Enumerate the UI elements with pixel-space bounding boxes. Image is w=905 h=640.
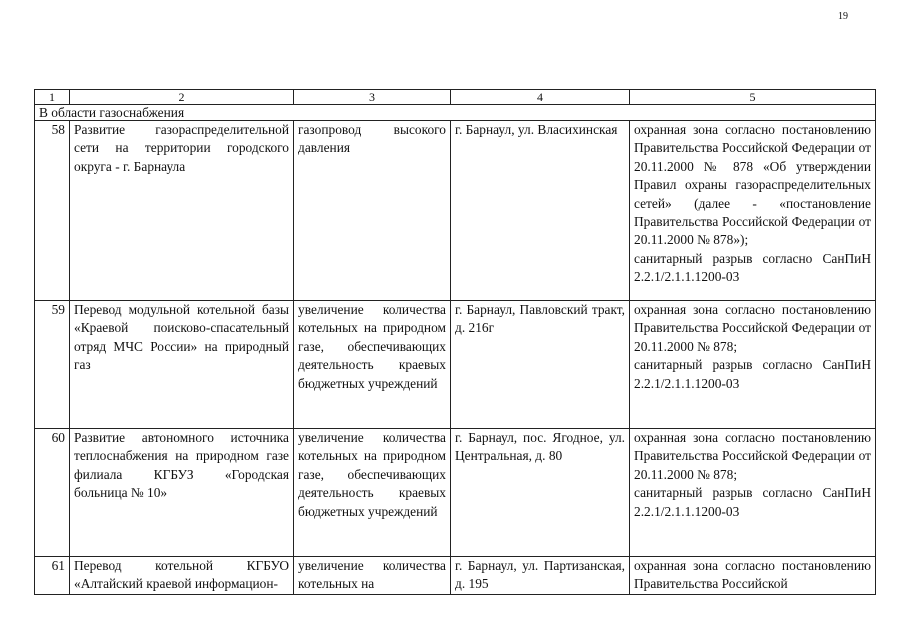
object-location: г. Барнаул, ул. Власихинская [451,121,630,301]
zone-characteristics [630,429,876,557]
zone-characteristics [630,557,876,595]
table-row [35,557,876,595]
object-location: г. Барнаул, ул. Партизанская, д. 195 [451,557,630,595]
zone-item: охранная зона согласно постановлению Правительства Российской Федерации от 20.11.2000 № 878; [634,302,871,354]
object-name: Развитие газораспределительной сети на территории городского округа - г. Барнаула [70,121,294,301]
column-header: 2 [70,90,294,105]
zone-item: охранная зона согласно постановлению Правительства Российской [634,558,871,592]
table-row [35,429,876,557]
zone-characteristics [630,121,876,301]
zone-item: санитарный разрыв согласно СанПиН 2.2.1/2.1.1.1200-03 [634,357,871,391]
object-name: Перевод котельной КГБУО «Алтайский краевой информацион- [70,557,294,595]
page-number: 19 [838,11,848,22]
object-name: Перевод модульной котельной базы «Краевой поисково-спасательный отряд МЧС России» на природный газ [70,301,294,429]
row-number: 61 [35,557,70,595]
zone-item: охранная зона согласно постановлению Правительства Российской Федерации от 20.11.2000 № 878; [634,430,871,482]
planning-table [34,89,876,595]
object-purpose: газопровод высокого давления [294,121,451,301]
row-number: 58 [35,121,70,301]
section-title: В области газоснабжения [35,105,876,121]
column-header: 1 [35,90,70,105]
object-purpose: увеличение количества котельных на [294,557,451,595]
object-location: г. Барнаул, Павловский тракт, д. 216г [451,301,630,429]
zone-item: санитарный разрыв согласно СанПиН 2.2.1/2.1.1.1200-03 [634,485,871,519]
zone-item: санитарный разрыв согласно СанПиН 2.2.1/2.1.1.1200-03 [634,250,871,285]
section-row [35,105,876,121]
column-header: 4 [451,90,630,105]
zone-item: охранная зона согласно постановлению Правительства Российской Федерации от 20.11.2000 № 878 «Об утверждении Правил охраны газораспределительных сетей» (далее - «постановление Правительства Российской Федерации от 20.11.2000 № 878»); [634,122,871,248]
object-purpose: увеличение количества котельных на природном газе, обеспечивающих деятельность краевых бюджетных учреждений [294,429,451,557]
column-header: 3 [294,90,451,105]
zone-characteristics [630,301,876,429]
object-purpose: увеличение количества котельных на природном газе, обеспечивающих деятельность краевых бюджетных учреждений [294,301,451,429]
table-row [35,121,876,301]
object-location: г. Барнаул, пос. Ягодное, ул. Центральная, д. 80 [451,429,630,557]
row-number: 59 [35,301,70,429]
column-header: 5 [630,90,876,105]
column-number-row [35,90,876,105]
table-row [35,301,876,429]
row-number: 60 [35,429,70,557]
object-name: Развитие автономного источника теплоснабжения на природном газе филиала КГБУЗ «Городская больница № 10» [70,429,294,557]
